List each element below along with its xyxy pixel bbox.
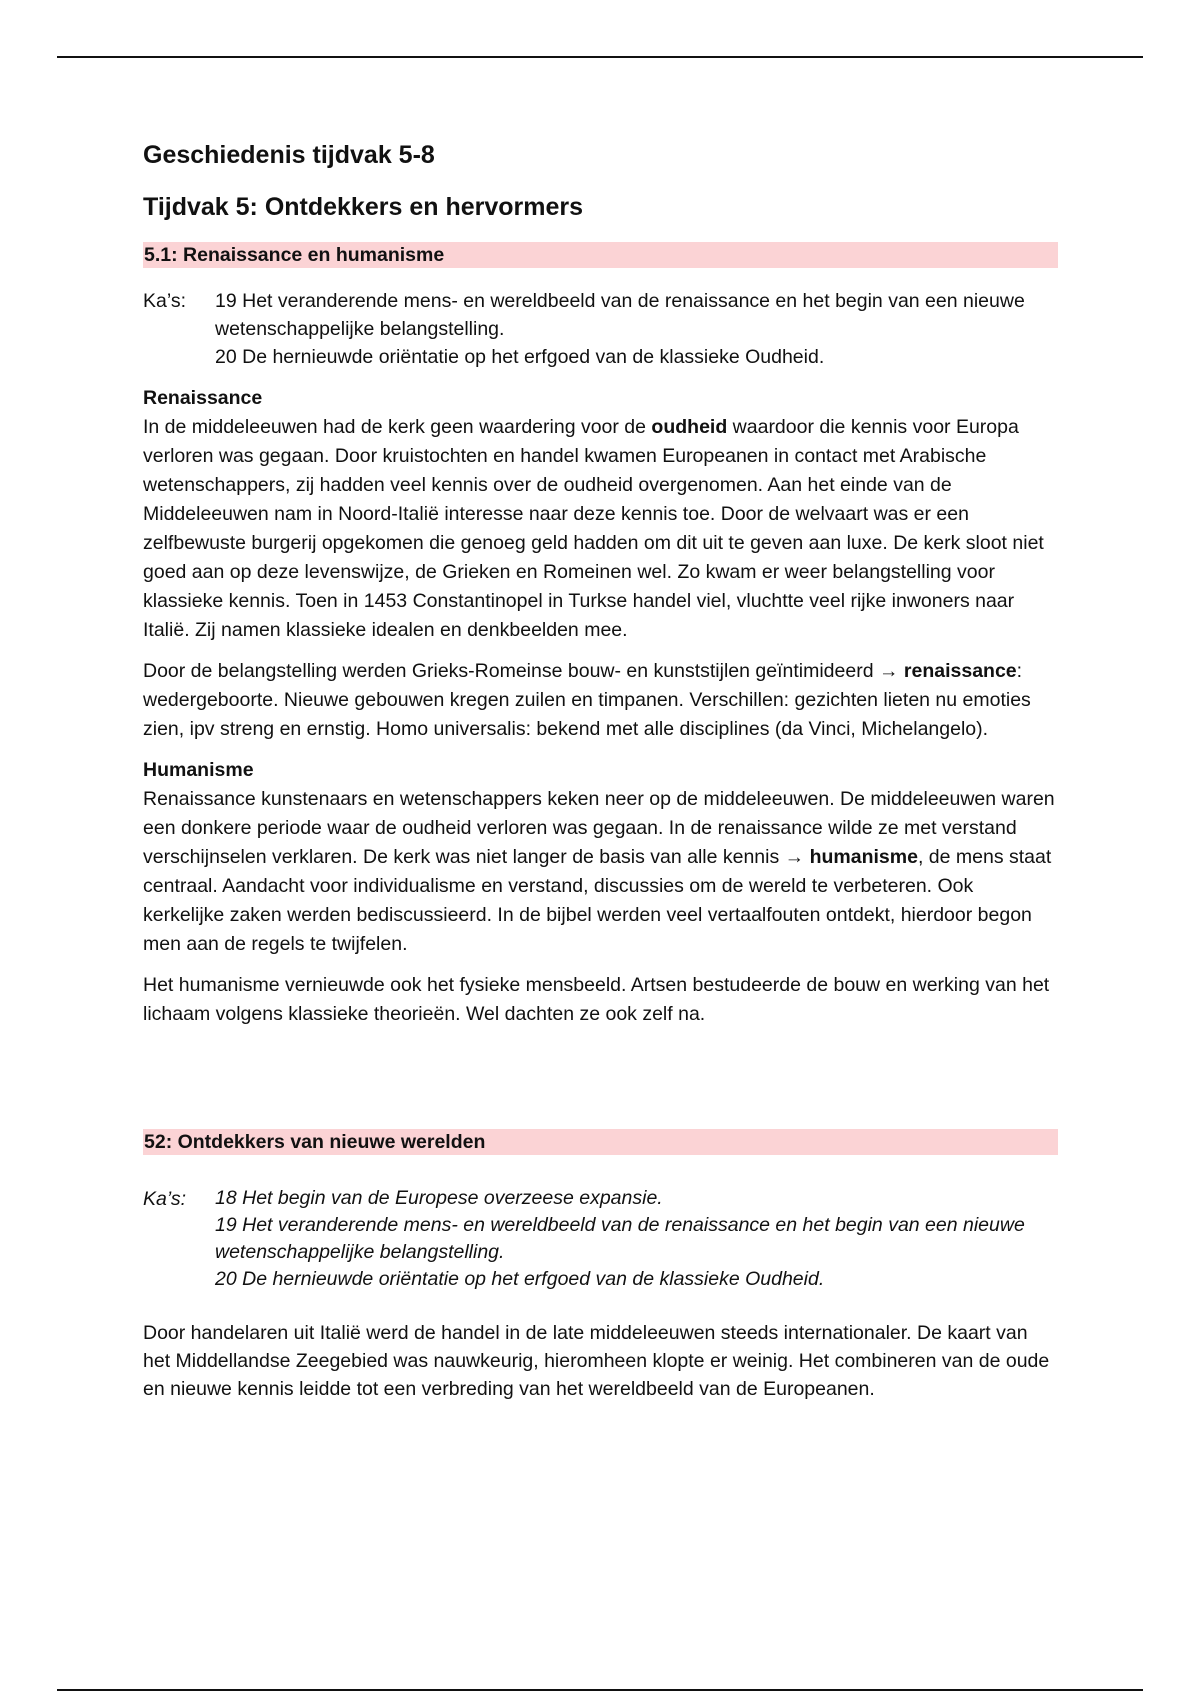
- section-5-2: [143, 1129, 1058, 1403]
- term-oudheid: oudheid: [651, 416, 728, 438]
- ka-label: Ka’s:: [143, 1188, 186, 1210]
- ka-block-5-1: [143, 287, 1058, 371]
- document-page: [143, 140, 1058, 1415]
- subheading-renaissance: Renaissance: [143, 387, 263, 409]
- era-title: Tijdvak 5: Ontdekkers en hervormers: [143, 193, 584, 221]
- footer-rule: [57, 1689, 1143, 1691]
- ka-list: [215, 287, 1058, 371]
- ka-block-5-2: [143, 1185, 1058, 1293]
- section-heading-5-2: 52: Ontdekkers van nieuwe werelden: [143, 1129, 1058, 1155]
- paragraph-renaissance-2: Door de belangstelling werden Grieks-Romeinse bouw- en kunststijlen geïntimideerd → renaissance: wedergeboorte. Nieuwe gebouwen kregen zuilen en timpanen. Verschillen: gezichten lieten nu emoties zien, ipv streng en ernstig. Homo universalis: bekend met alle disciplines (da Vinci, Michelangelo).: [143, 660, 1031, 740]
- term-humanisme: humanisme: [809, 846, 918, 868]
- document-title: Geschiedenis tijdvak 5-8: [143, 141, 435, 169]
- term-renaissance: renaissance: [903, 660, 1017, 682]
- ka-item: 18 Het begin van de Europese overzeese expansie.: [215, 1187, 663, 1209]
- ka-list: [215, 1185, 1058, 1293]
- ka-item: 19 Het veranderende mens- en wereldbeeld van de renaissance en het begin van een nieuwe wetenschappelijke belangstelling.: [215, 1214, 1025, 1263]
- section-heading-5-1: 5.1: Renaissance en humanisme: [143, 242, 1058, 268]
- subheading-humanisme: Humanisme: [143, 759, 254, 781]
- ka-label: Ka’s:: [143, 290, 186, 312]
- header-rule: [57, 56, 1143, 58]
- paragraph-humanisme-2: Het humanisme vernieuwde ook het fysieke mensbeeld. Artsen bestudeerde de bouw en werking van het lichaam volgens klassieke theorieën. Wel dachten ze ook zelf na.: [143, 974, 1050, 1025]
- paragraph-ontdekkers-1: Door handelaren uit Italië werd de handel in de late middeleeuwen steeds internationaler. De kaart van het Middellandse Zeegebied was nauwkeurig, hieromheen klopte er weinig. Het combineren van de oude en nieuwe kennis leidde tot een verbreding van het wereldbeeld van de Europeanen.: [143, 1322, 1050, 1400]
- paragraph-renaissance-1: In de middeleeuwen had de kerk geen waardering voor de oudheid waardoor die kennis voor Europa verloren was gegaan. Door kruistochten en handel kwamen Europeanen in contact met Arabische wetenschappers, zij hadden veel kennis over de oudheid overgenomen. Aan het einde van de Middeleeuwen nam in Noord-Italië interesse naar deze kennis toe. Door de welvaart was er een zelfbewuste burgerij opgekomen die genoeg geld hadden om dit uit te geven aan luxe. De kerk sloot niet goed aan op deze levenswijze, de Grieken en Romeinen wel. Zo kwam er weer belangstelling voor klassieke kennis. Toen in 1453 Constantinopel in Turkse handel viel, vluchtte veel rijke inwoners naar Italië. Zij namen klassieke idealen en denkbeelden mee.: [143, 416, 1044, 641]
- ka-item: 20 De hernieuwde oriëntatie op het erfgoed van de klassieke Oudheid.: [215, 346, 825, 368]
- ka-item: 20 De hernieuwde oriëntatie op het erfgoed van de klassieke Oudheid.: [215, 1268, 825, 1290]
- ka-item: 19 Het veranderende mens- en wereldbeeld van de renaissance en het begin van een nieuwe wetenschappelijke belangstelling.: [215, 290, 1025, 340]
- paragraph-humanisme-1: Renaissance kunstenaars en wetenschappers keken neer op de middeleeuwen. De middeleeuwen waren een donkere periode waar de oudheid verloren was gegaan. In de renaissance wilde ze met verstand verschijnselen verklaren. De kerk was niet langer de basis van alle kennis → humanisme, de mens staat centraal. Aandacht voor individualisme en verstand, discussies om de wereld te verbeteren. Ook kerkelijke zaken werden bediscussieerd. In de bijbel werden veel vertaalfouten ontdekt, hierdoor begon men aan de regels te twijfelen.: [143, 788, 1055, 955]
